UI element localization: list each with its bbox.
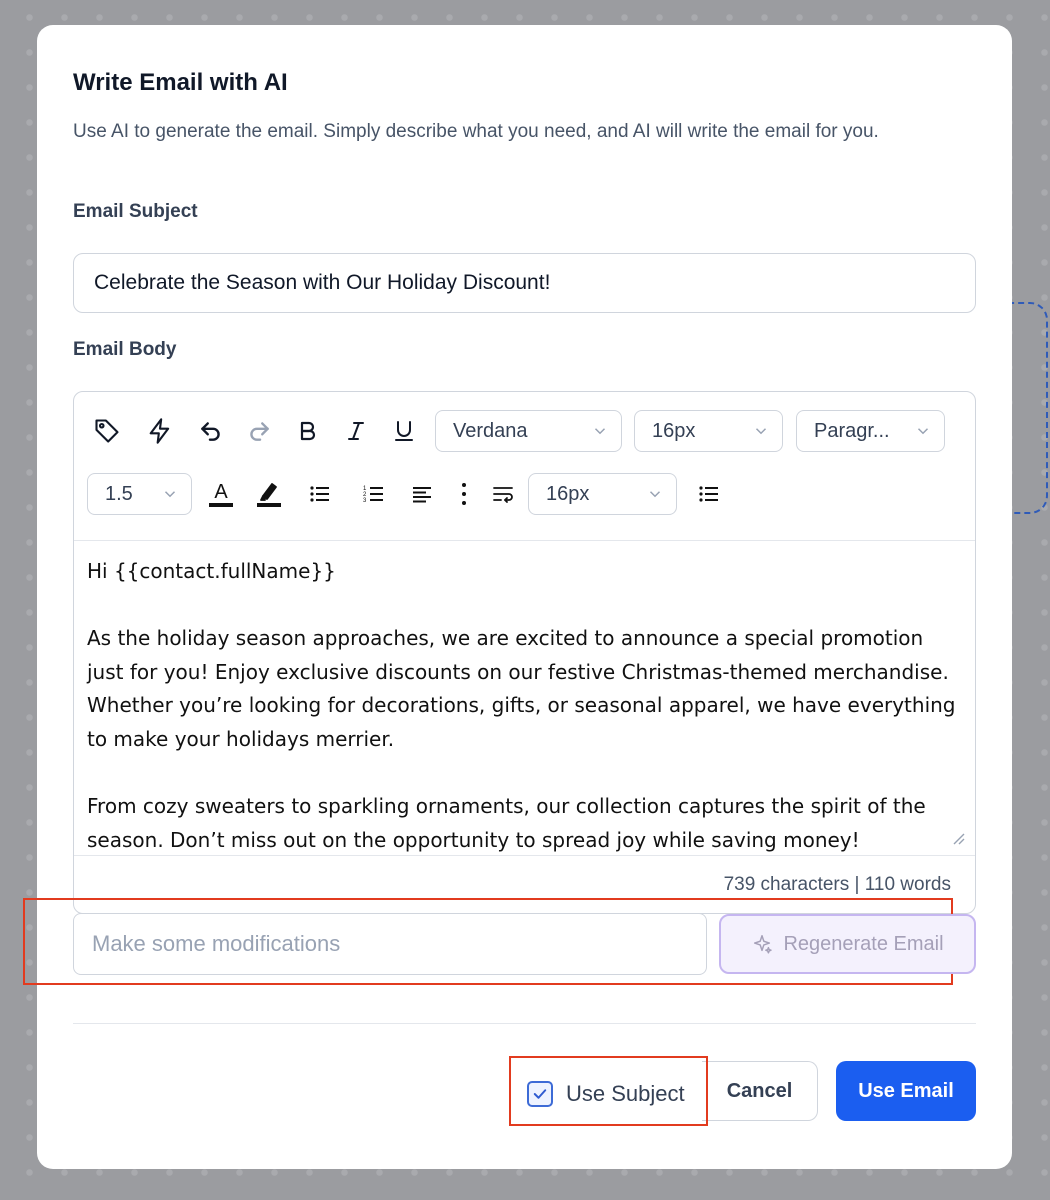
modification-input[interactable]: Make some modifications <box>73 913 707 975</box>
svg-text:1: 1 <box>363 486 367 492</box>
email-body-label: Email Body <box>73 339 177 360</box>
bold-icon[interactable] <box>290 413 326 449</box>
bullet-list-icon[interactable] <box>302 476 338 512</box>
email-subject-label: Email Subject <box>73 201 198 222</box>
body-paragraph: Hi {{contact.fullName}} <box>87 559 336 583</box>
redo-icon[interactable] <box>241 413 277 449</box>
text-wrap-icon[interactable] <box>485 476 521 512</box>
email-body-editor <box>73 391 976 914</box>
numbered-list-icon[interactable] <box>356 476 392 512</box>
align-left-icon[interactable] <box>404 476 440 512</box>
regenerate-email-button[interactable] <box>719 914 976 974</box>
italic-icon[interactable] <box>338 413 374 449</box>
block-type-value: Paragr... <box>814 420 890 442</box>
chevron-down-icon <box>752 422 770 440</box>
cancel-button[interactable]: Cancel <box>702 1061 818 1121</box>
email-subject-input[interactable]: Celebrate the Season with Our Holiday Discount! <box>73 253 976 313</box>
body-paragraph: As the holiday season approaches, we are excited to announce a special promotion just for you! Enjoy exclusive discounts on our festive Christmas-themed merchandise. Whether you’re looking for decorations, gifts, or seasonal apparel, we have everything to make your holidays merrier. <box>87 626 962 751</box>
font-size-secondary-value: 16px <box>546 483 590 505</box>
character-counter: 739 characters | 110 words <box>74 855 975 913</box>
font-family-value: Verdana <box>453 420 528 442</box>
font-family-select[interactable] <box>435 410 622 452</box>
use-email-button[interactable]: Use Email <box>836 1061 976 1121</box>
line-height-select[interactable] <box>87 473 192 515</box>
modal-title: Write Email with AI <box>73 69 288 96</box>
text-color-icon[interactable] <box>203 476 239 512</box>
chevron-down-icon <box>914 422 932 440</box>
underline-icon[interactable] <box>386 413 422 449</box>
font-size-select-secondary[interactable] <box>528 473 677 515</box>
email-body-content[interactable] <box>74 540 975 855</box>
list-options-icon[interactable] <box>691 476 727 512</box>
svg-text:A: A <box>214 481 228 503</box>
block-type-select[interactable] <box>796 410 945 452</box>
editor-toolbar <box>74 392 975 540</box>
chevron-down-icon <box>161 485 179 503</box>
tag-icon[interactable] <box>89 413 125 449</box>
sparkle-icon <box>751 933 773 955</box>
chevron-down-icon <box>591 422 609 440</box>
write-email-modal <box>37 25 1012 1169</box>
font-size-select[interactable] <box>634 410 783 452</box>
lightning-icon[interactable] <box>142 413 178 449</box>
font-size-value: 16px <box>652 420 696 442</box>
footer-divider <box>73 1023 976 1024</box>
use-subject-checkbox[interactable] <box>527 1081 553 1107</box>
chevron-down-icon <box>646 485 664 503</box>
svg-text:3: 3 <box>363 498 367 504</box>
highlight-color-icon[interactable] <box>251 476 287 512</box>
undo-icon[interactable] <box>193 413 229 449</box>
checkmark-icon <box>531 1085 549 1103</box>
line-height-value: 1.5 <box>105 483 133 505</box>
more-vertical-icon[interactable] <box>446 476 482 512</box>
regenerate-email-label: Regenerate Email <box>783 932 944 955</box>
modal-subtitle: Use AI to generate the email. Simply describe what you need, and AI will write the email for you. <box>73 121 879 142</box>
body-paragraph: From cozy sweaters to sparkling ornaments, our collection captures the spirit of the season. Don’t miss out on the opportunity to spread joy while saving money! <box>87 794 933 852</box>
use-subject-label[interactable]: Use Subject <box>566 1081 685 1106</box>
resize-handle-icon[interactable] <box>951 831 965 845</box>
svg-text:2: 2 <box>363 492 367 498</box>
